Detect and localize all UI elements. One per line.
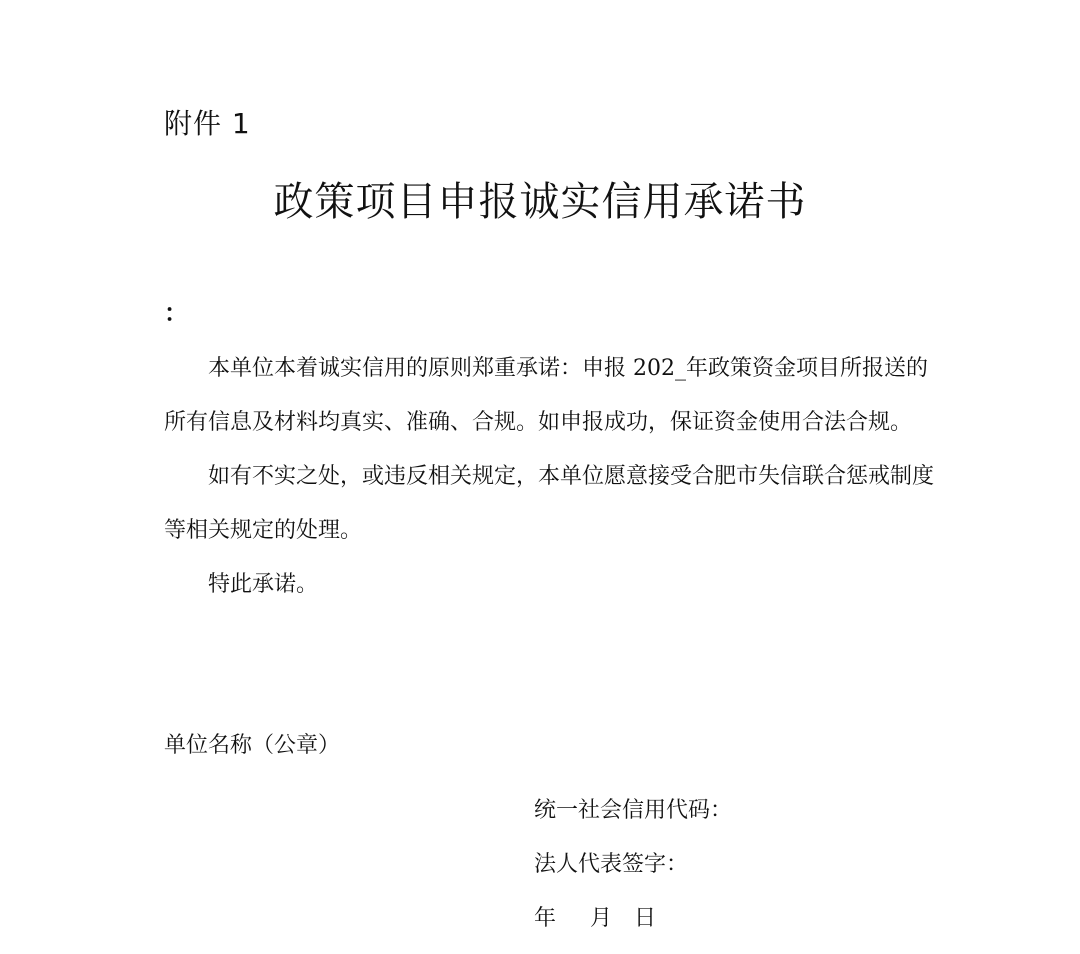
date-line xyxy=(534,892,732,946)
paragraph-2-line-2: 等相关规定的处理。 xyxy=(164,518,363,543)
date-year-label: 年 xyxy=(534,906,557,931)
signature-block xyxy=(534,784,732,946)
paragraph-1-line-1: 本单位本着诚实信用的原则郑重承诺：申报 202_年政策资金项目所报送的 xyxy=(208,356,928,381)
unit-name-label: 单位名称（公章） xyxy=(164,733,341,758)
legal-representative-label: 法人代表签字： xyxy=(534,852,689,877)
credit-code-label: 统一社会信用代码： xyxy=(534,798,733,823)
salutation: ： xyxy=(164,298,188,327)
commitment-body xyxy=(164,342,935,612)
closing-statement: 特此承诺。 xyxy=(208,572,319,597)
date-month-label: 月 xyxy=(590,906,613,931)
attachment-label: 附件 1 xyxy=(164,107,251,140)
document-title: 政策项目申报诚实信用承诺书 xyxy=(273,179,807,225)
paragraph-2-line-1: 如有不实之处，或违反相关规定，本单位愿意接受合肥市失信联合惩戒制度 xyxy=(208,464,935,489)
paragraph-1-line-2: 所有信息及材料均真实、准确、合规。如申报成功，保证资金使用合法合规。 xyxy=(164,410,913,435)
date-day-label: 日 xyxy=(634,906,657,931)
